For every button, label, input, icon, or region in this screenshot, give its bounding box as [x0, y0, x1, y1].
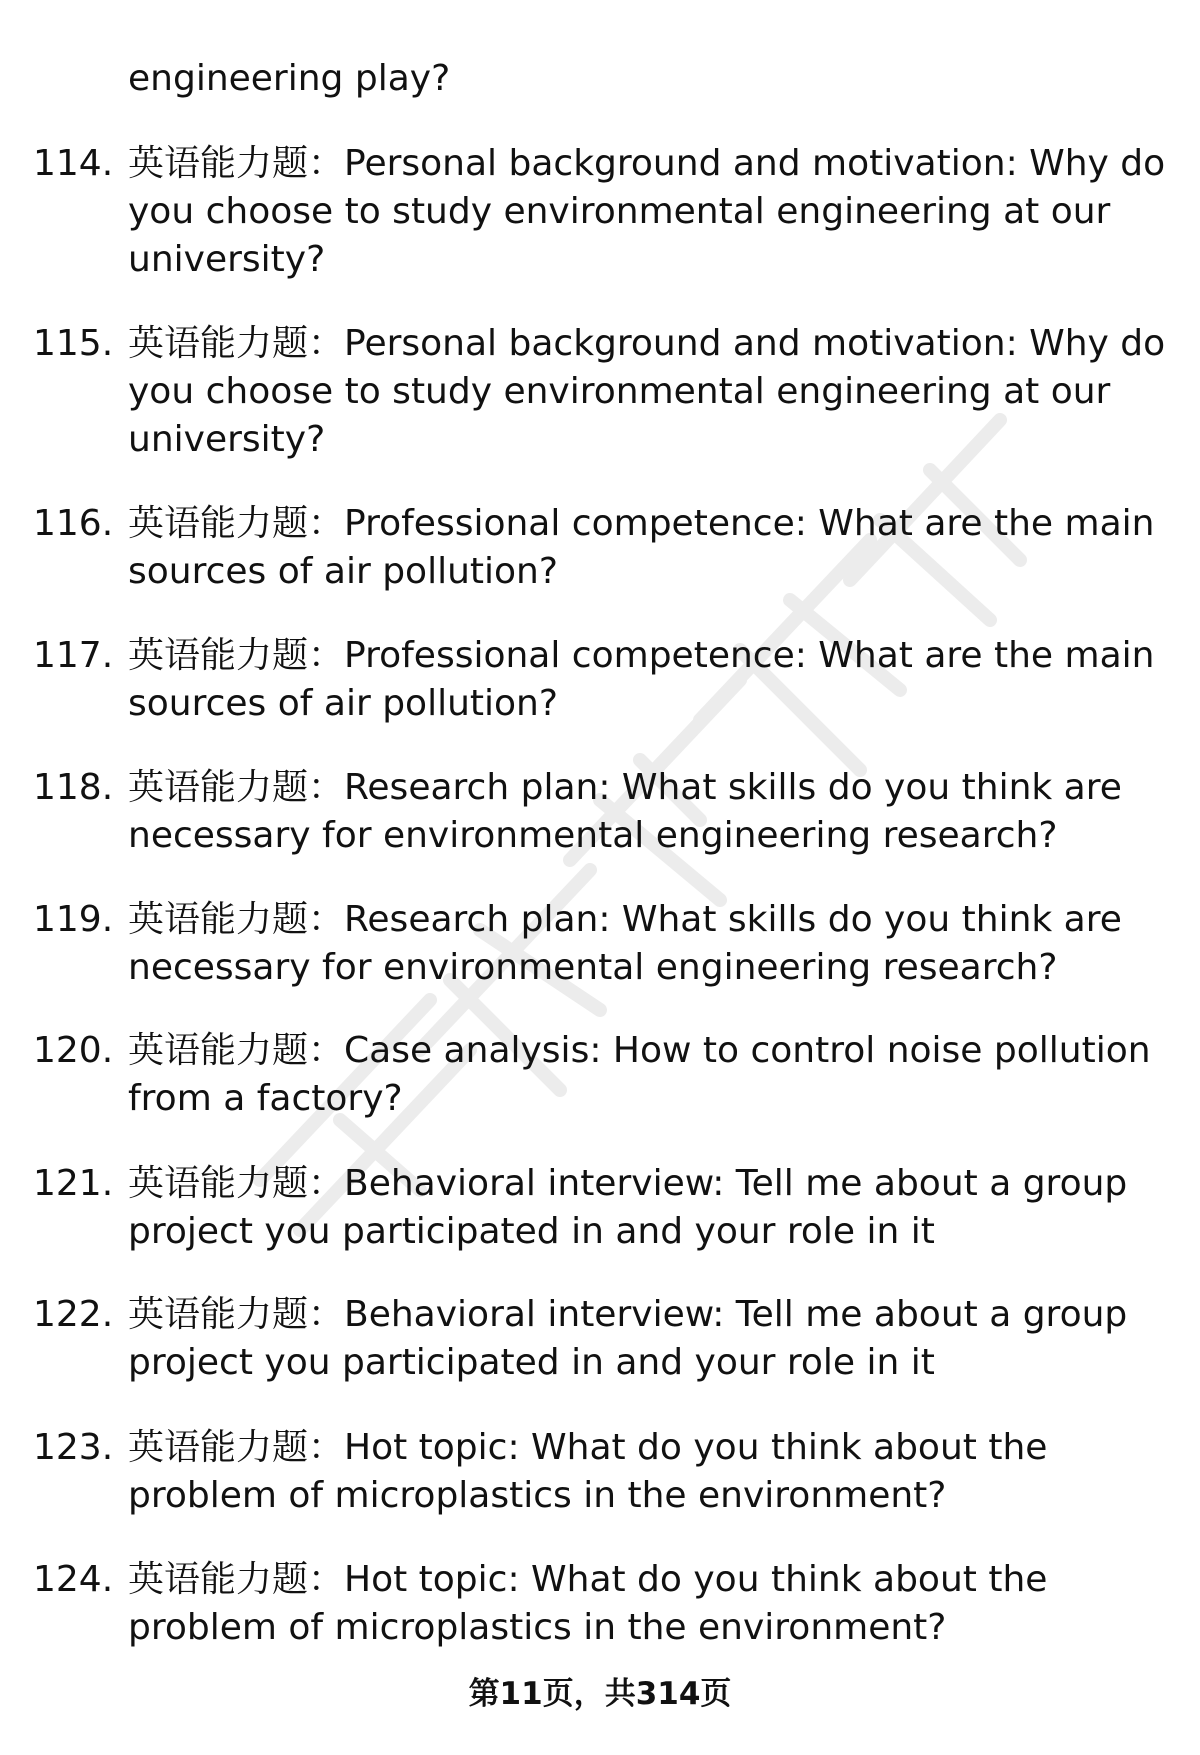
- question-number: 120.: [33, 1030, 114, 1071]
- question-text: [128, 140, 1166, 284]
- question-line-text: Professional competence: What are the main: [344, 635, 1155, 676]
- question-line: [128, 764, 1138, 812]
- question-line-text: Professional competence: What are the main: [344, 503, 1155, 544]
- question-line-text: Research plan: What skills do you think are: [344, 899, 1122, 940]
- question-text: [128, 1027, 1151, 1123]
- question-prefix: 英语能力题：: [128, 635, 345, 676]
- question-text: [128, 632, 1155, 728]
- question-text: [128, 1424, 1138, 1520]
- question-line: [128, 140, 1166, 188]
- question-text: [128, 1556, 1138, 1652]
- question-line: from a factory?: [128, 1078, 403, 1119]
- question-prefix: 英语能力题：: [128, 1163, 345, 1204]
- question-text: [128, 1291, 1138, 1387]
- question-line: [128, 1291, 1138, 1339]
- question-prefix: 英语能力题：: [128, 143, 345, 184]
- question-line: project you participated in and your role in it: [128, 1211, 935, 1252]
- question-number: 114.: [33, 143, 114, 184]
- question-line-text: Personal background and motivation: Why do: [344, 323, 1166, 364]
- question-line-text: Personal background and motivation: Why do: [344, 143, 1166, 184]
- question-line: [128, 1027, 1151, 1075]
- question-text: [128, 764, 1138, 860]
- question-line-text: Research plan: What skills do you think are: [344, 767, 1122, 808]
- question-number: 116.: [33, 503, 114, 544]
- question-line: necessary for environmental engineering research?: [128, 815, 1058, 856]
- question-number: 123.: [33, 1427, 114, 1468]
- question-number: 122.: [33, 1294, 114, 1335]
- question-prefix: 英语能力题：: [128, 767, 345, 808]
- question-line-text: Behavioral interview: Tell me about a group: [344, 1294, 1128, 1335]
- question-line-text: Behavioral interview: Tell me about a group: [344, 1163, 1128, 1204]
- question-line: sources of air pollution?: [128, 551, 558, 592]
- question-line: necessary for environmental engineering research?: [128, 947, 1058, 988]
- question-line: [128, 1556, 1138, 1604]
- question-line: [128, 500, 1155, 548]
- question-line: [128, 1424, 1138, 1472]
- question-line: problem of microplastics in the environment?: [128, 1475, 947, 1516]
- question-text: [128, 896, 1138, 992]
- question-number: 115.: [33, 323, 114, 364]
- question-line: university?: [128, 419, 326, 460]
- question-prefix: 英语能力题：: [128, 503, 345, 544]
- question-number: 118.: [33, 767, 114, 808]
- question-prefix: 英语能力题：: [128, 1559, 345, 1600]
- question-number: 121.: [33, 1163, 114, 1204]
- question-text: [128, 500, 1155, 596]
- question-prefix: 英语能力题：: [128, 1427, 345, 1468]
- question-number: 119.: [33, 899, 114, 940]
- continuation-text: engineering play?: [128, 58, 451, 99]
- question-prefix: 英语能力题：: [128, 899, 345, 940]
- question-number: 117.: [33, 635, 114, 676]
- question-prefix: 英语能力题：: [128, 1030, 345, 1071]
- question-line: [128, 896, 1138, 944]
- question-text: [128, 1160, 1138, 1256]
- question-line: you choose to study environmental engineering at our: [128, 191, 1111, 232]
- question-text: [128, 320, 1166, 464]
- question-line: [128, 632, 1155, 680]
- page-footer: 第11页，共314页: [468, 1676, 732, 1712]
- question-number: 124.: [33, 1559, 114, 1600]
- question-line: [128, 1160, 1138, 1208]
- question-line: [128, 320, 1166, 368]
- question-line: university?: [128, 239, 326, 280]
- question-line-text: Hot topic: What do you think about the: [344, 1427, 1048, 1468]
- question-line-text: Hot topic: What do you think about the: [344, 1559, 1048, 1600]
- question-line: sources of air pollution?: [128, 683, 558, 724]
- question-line: project you participated in and your role in it: [128, 1342, 935, 1383]
- question-prefix: 英语能力题：: [128, 1294, 345, 1335]
- question-line: problem of microplastics in the environment?: [128, 1607, 947, 1648]
- question-prefix: 英语能力题：: [128, 323, 345, 364]
- question-line: you choose to study environmental engineering at our: [128, 371, 1111, 412]
- question-line-text: Case analysis: How to control noise pollution: [344, 1030, 1151, 1071]
